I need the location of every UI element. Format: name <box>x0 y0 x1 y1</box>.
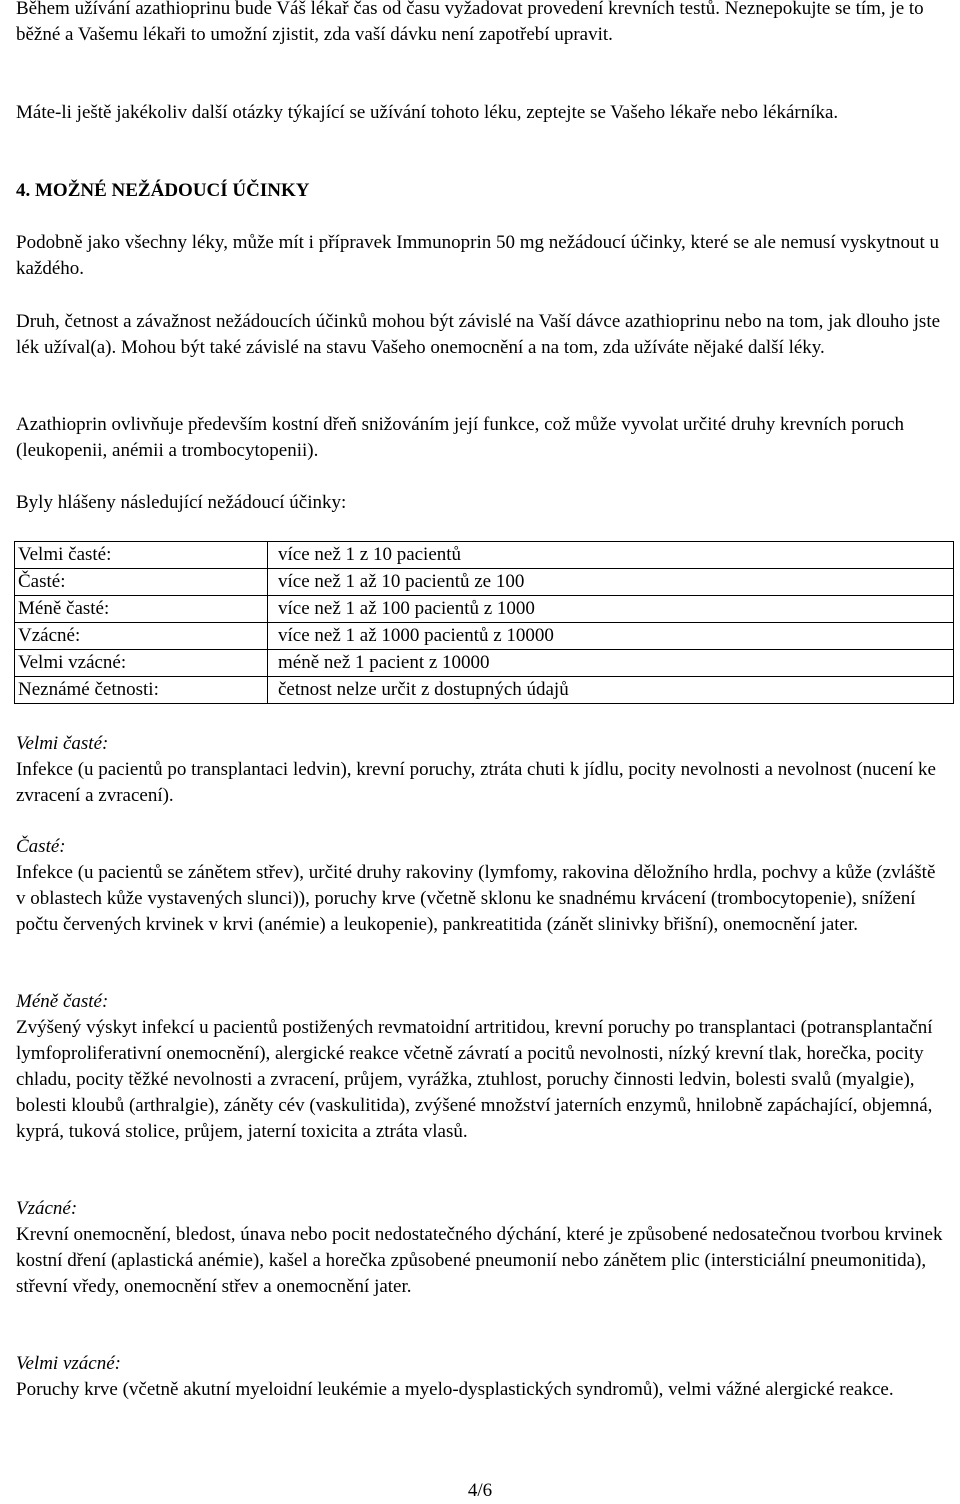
effect-label: Méně časté: <box>16 991 109 1012</box>
effect-text: Krevní onemocnění, bledost, únava nebo pocit nedostatečného dýchání, které je způsobené nedosatečnou tvorbou krvinek kostní dření (aplastická anémie), kašel a horečka způsobené pneumonií nebo zánětem plic (intersticiální pneumonitida), střevní vředy, onemocnění střev a onemocnění jater. <box>16 1224 943 1297</box>
frequency-term: Vzácné: <box>15 623 268 650</box>
frequency-table <box>14 541 954 704</box>
frequency-term: Časté: <box>15 569 268 596</box>
section-paragraph-2: Druh, četnost a závažnost nežádoucích účinků mohou být závislé na Vaší dávce azathioprinu nebo na tom, jak dlouho jste lék užíval(a). Mohou být také závislé na stavu Vašeho onemocnění a na tom, zda užíváte nějaké další léky. <box>16 311 941 358</box>
frequency-row <box>15 650 954 677</box>
effect-label: Velmi časté: <box>16 733 109 754</box>
section-heading: 4. MOŽNÉ NEŽÁDOUCÍ ÚČINKY <box>16 180 310 201</box>
page-number: 4/6 <box>467 1480 493 1501</box>
section-paragraph-3: Azathioprin ovlivňuje především kostní dřeň snižováním její funkce, což může vyvolat určité druhy krevních poruch (leukopenii, anémii a trombocytopenii). <box>16 414 904 461</box>
frequency-row <box>15 596 954 623</box>
effect-label: Vzácné: <box>16 1198 78 1219</box>
frequency-definition: více než 1 z 10 pacientů <box>268 542 954 569</box>
effect-text: Infekce (u pacientů po transplantaci ledvin), krevní poruchy, ztráta chuti k jídlu, pocity nevolnosti a nevolnost (nucení ke zvracení a zvracení). <box>16 759 936 806</box>
frequency-row <box>15 569 954 596</box>
frequency-term: Velmi časté: <box>15 542 268 569</box>
intro-paragraph-1: Během užívání azathioprinu bude Váš lékař čas od času vyžadovat provedení krevních testů. Neznepokujte se tím, je to běžné a Vašemu lékaři to umožní zjistit, zda vaší dávku není zapotřebí upravit. <box>16 0 924 45</box>
frequency-row <box>15 623 954 650</box>
section-paragraph-1: Podobně jako všechny léky, může mít i přípravek Immunoprin 50 mg nežádoucí účinky, které se ale nemusí vyskytnout u každého. <box>16 232 940 279</box>
section-paragraph-4: Byly hlášeny následující nežádoucí účinky: <box>16 492 347 513</box>
effect-group <box>16 989 944 1145</box>
effect-label: Časté: <box>16 836 66 857</box>
effect-label: Velmi vzácné: <box>16 1353 121 1374</box>
effect-group <box>16 731 944 809</box>
effect-text: Zvýšený výskyt infekcí u pacientů postižených revmatoidní artritidou, krevní poruchy po transplantaci (potransplantační lymfoproliferativní onemocnění), alergické reakce včetně závratí a pocitů nevolnosti, nízký krevní tlak, horečka, pocity chladu, pocity těžké nevolnosti a zvracení, průjem, vyrážka, ztuhlost, poruchy činnosti ledvin, bolesti svalů (myalgie), bolesti kloubů (arthralgie), záněty cév (vaskulitida), zvýšené množství jaterních enzymů, hnilobně zapáchající, objemná, kyprá, tuková stolice, průjem, jaterní toxicita a ztráta vlasů. <box>16 1017 933 1142</box>
frequency-definition: četnost nelze určit z dostupných údajů <box>268 677 954 704</box>
frequency-term: Neznámé četnosti: <box>15 677 268 704</box>
frequency-definition: více než 1 až 100 pacientů z 1000 <box>268 596 954 623</box>
effect-group <box>16 1351 944 1403</box>
frequency-row <box>15 542 954 569</box>
frequency-row <box>15 677 954 704</box>
frequency-term: Méně časté: <box>15 596 268 623</box>
frequency-definition: více než 1 až 10 pacientů ze 100 <box>268 569 954 596</box>
frequency-term: Velmi vzácné: <box>15 650 268 677</box>
effect-group <box>16 1196 944 1300</box>
effect-text: Infekce (u pacientů se zánětem střev), určité druhy rakoviny (lymfomy, rakovina děložního hrdla, pochvy a kůže (zvláště v oblastech kůže vystavených slunci)), poruchy krve (včetně sklonu ke snadnému krvácení (trombocytopenie), snížení počtu červených krvinek v krvi (anémie) a leukopenie), pankreatitida (zánět slinivky břišní), onemocnění jater. <box>16 862 936 935</box>
frequency-definition: více než 1 až 1000 pacientů z 10000 <box>268 623 954 650</box>
frequency-definition: méně než 1 pacient z 10000 <box>268 650 954 677</box>
effect-group <box>16 834 944 938</box>
effect-text: Poruchy krve (včetně akutní myeloidní leukémie a myelo-dysplastických syndromů), velmi vážné alergické reakce. <box>16 1379 894 1400</box>
intro-paragraph-2: Máte-li ještě jakékoliv další otázky týkající se užívání tohoto léku, zeptejte se Vašeho lékaře nebo lékárníka. <box>16 102 839 123</box>
